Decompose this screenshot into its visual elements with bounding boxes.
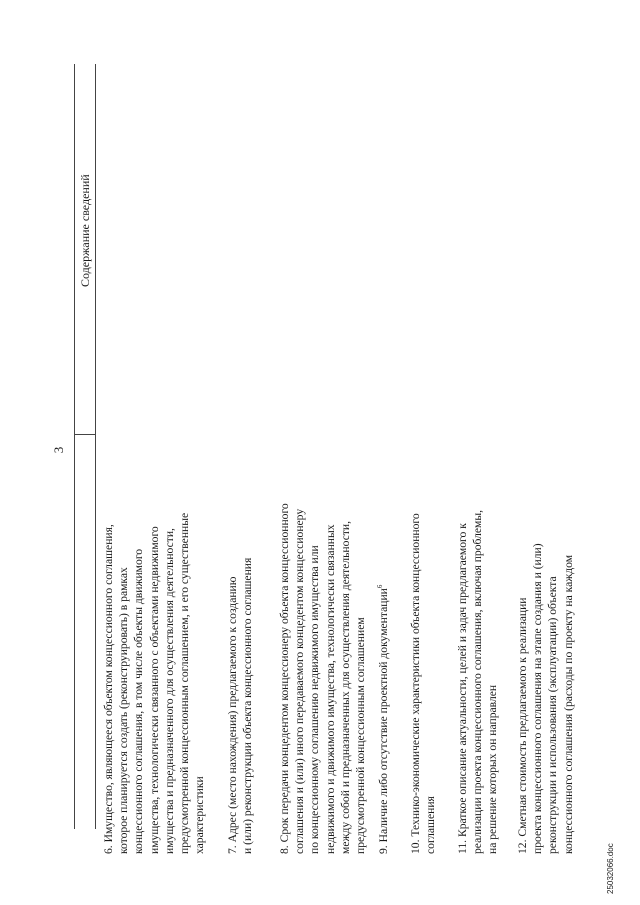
item-7	[225, 558, 255, 854]
item-line: реконструкции и использования (эксплуатации) объекта	[546, 576, 560, 854]
item-line: 12. Сметная стоимость предлагаемого к реализации	[516, 597, 529, 854]
item-line: 10. Технико-экономические характеристики объекта концессионного	[409, 513, 422, 854]
item-line: которое планируется создать (реконструировать) в рамках	[117, 567, 131, 854]
item-line: предусмотренной концессионным соглашением, и его существенные	[178, 512, 192, 854]
column-header-content: Содержание сведений	[78, 174, 92, 287]
item-line: 6. Имущество, являющееся объектом концессионного соглашения,	[102, 524, 115, 854]
table-top-border	[74, 64, 75, 829]
item-6	[101, 513, 207, 854]
item-line: имущества, технологически связанного с объектами недвижимого	[147, 526, 161, 854]
item-line: имущества и предназначенного для осуществления деятельности,	[162, 528, 176, 854]
item-8	[277, 503, 368, 854]
item-9	[376, 585, 391, 854]
item-line: предусмотренной концессионным соглашением	[354, 617, 368, 854]
item-line: характеристики	[193, 776, 207, 854]
item-line: 8. Срок передачи концедентом концессионеру объекта концессионного	[278, 503, 291, 854]
item-12	[515, 543, 576, 854]
page-number: 3	[51, 446, 66, 454]
item-line: на решение которых он направлен	[486, 684, 500, 854]
item-line: концессионного соглашения, в том числе объекты движимого	[132, 548, 146, 854]
item-line: концессионного соглашения (расходы по проекту на каждом	[561, 554, 575, 854]
item-line: соглашения	[424, 796, 438, 854]
footnote-marker: 6	[376, 584, 385, 589]
item-line: недвижимого и движимого имущества, технологически связанных	[323, 524, 337, 854]
item-line: проекта концессионного соглашения на этапе создания и (или)	[531, 543, 545, 854]
item-line: 7. Адрес (место нахождения) предлагаемого к созданию	[226, 576, 239, 854]
item-line: по концессионному соглашению недвижимого имущества или	[308, 545, 322, 854]
footer-filename: 25032066.doc	[606, 843, 615, 894]
item-line: соглашения и (или) иного передаваемого концедентом концессионеру	[293, 508, 307, 854]
item-line: и (или) реконструкции объекта концессионного соглашения	[241, 557, 255, 854]
item-line: между собой и предназначенных для осуществления деятельности,	[338, 520, 352, 854]
item-11	[455, 510, 501, 854]
item-10	[408, 513, 438, 854]
item-line: 9. Наличие либо отсутствие проектной документации$^6$	[376, 584, 390, 854]
item-line: 11. Краткое описание актуальности, целей и задач предлагаемого к	[456, 523, 469, 854]
table-column-divider	[74, 434, 95, 435]
table-header-border	[95, 64, 96, 829]
item-line: реализации проекта концессионного соглашения, включая проблемы,	[471, 509, 485, 854]
